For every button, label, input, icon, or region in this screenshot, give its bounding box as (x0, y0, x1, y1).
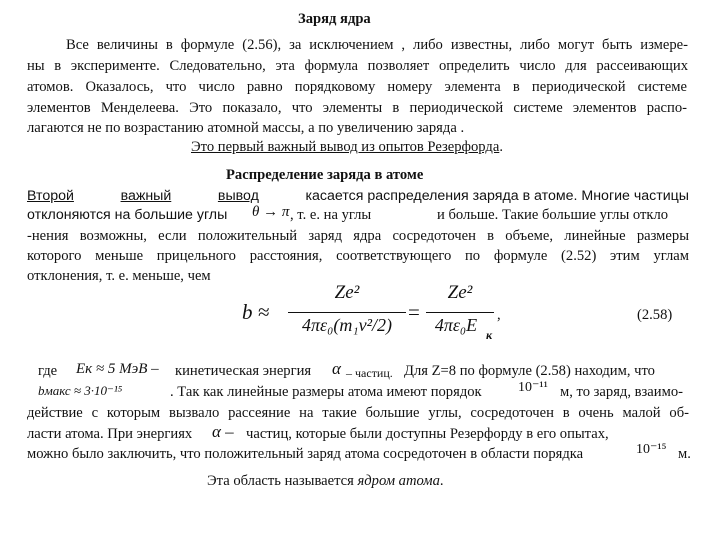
para3-line5-end: м. (678, 446, 691, 462)
para3-line3: действие с которым вызвало рассеяние на такие большие углы, сосредоточен в очень малой об- (27, 405, 689, 421)
page-title: Заряд ядра (298, 11, 371, 27)
para3-line2-end: м, то заряд, взаимо- (560, 384, 683, 400)
power-ten-minus-11: 10⁻¹¹ (518, 380, 548, 395)
para2-line2-b: , т. е. на углы (290, 207, 372, 223)
important-word: важный (120, 188, 172, 204)
para2-line4: которого меньше прицельного расстояния, соответствующего по формуле (2.52) этим углам (27, 248, 689, 264)
eq-fraction-bar-1 (288, 312, 406, 313)
para3-where: где (38, 363, 58, 379)
para1-line3: атомов. Оказалось, что число равно порядковому номеру элемента в периодической системе (27, 79, 687, 95)
para1-line4: элементов Менделеева. Это показало, что элементы в периодической системе элементов распо- (27, 100, 687, 116)
para1-line5: лагаются не по возрастанию атомной массы, а по увеличению заряда . (27, 120, 465, 136)
eq-numerator-2: Ze² (447, 282, 473, 303)
eq-equals: = (408, 300, 420, 324)
particles-label: – частиц. (346, 366, 393, 380)
alpha-symbol-1: α (332, 359, 341, 378)
section-heading: Распределение заряда в атоме (226, 167, 424, 183)
theta-to-pi-formula: θ → π (252, 204, 290, 220)
kinetic-energy-value (76, 359, 159, 379)
para2-line1 (27, 186, 689, 206)
para3-line1-end: Для Z=8 по формуле (2.58) находим, что (404, 363, 655, 379)
final-period: . (439, 473, 444, 489)
conclusion-line (191, 137, 503, 157)
para3-line4-a: ласти атома. При энергиях (27, 426, 193, 442)
eq-fraction-bar-2 (426, 312, 494, 313)
kinetic-energy-label: кинетическая энергия (175, 363, 312, 379)
conclusion-word: вывод (217, 188, 259, 204)
alpha-symbol-2: α – (212, 422, 234, 441)
formula-2-58 (236, 282, 496, 342)
eq-denominator-2: 4πε₀E (434, 315, 478, 335)
para2-line1-rest: касается распределения заряда в атоме. Многие частицы (305, 188, 689, 204)
para2-line3: -нения возможны, если положительный заряд ядра сосредоточен в объеме, линейные размеры (27, 228, 689, 244)
para2-line2-c: и больше. Такие большие углы откло (437, 207, 669, 223)
equation-number: (2.58) (637, 307, 673, 323)
eq-denominator-2-subscript: к (486, 328, 493, 342)
power-ten-minus-15: 10⁻¹⁵ (636, 442, 667, 457)
final-text: Эта область называется (207, 473, 354, 489)
b-max-expression: bмакс ≈ 3·10⁻¹⁵ (38, 383, 123, 398)
final-sentence (207, 471, 444, 491)
first-conclusion: Это первый важный вывод из опытов Резерфорда (191, 139, 500, 155)
eq-denominator-1: 4πε₀(m₁v²/2) (302, 315, 392, 335)
para2-line5: отклонения, т. е. меньше, чем (27, 268, 211, 284)
eq-lhs: b ≈ (242, 300, 270, 324)
first-conclusion-period: . (499, 139, 503, 155)
para1-line1: Все величины в формуле (2.56), за исключением , либо известны, либо могут быть измере- (66, 37, 688, 53)
eq-comma: , (497, 307, 501, 323)
second-word: Второй (27, 188, 74, 204)
para3-line5: можно было заключить, что положительный заряд атома сосредоточен в области порядка (27, 446, 584, 462)
eq-numerator-1: Ze² (334, 282, 360, 303)
para3-line4-b: частиц, которые были доступны Резерфорду в его опытах, (246, 426, 609, 442)
energy-expression: Eк ≈ 5 МэВ – (76, 361, 159, 377)
para2-line2-a: отклоняются на большие углы (27, 207, 228, 223)
para1-line2: ны в эксперименте. Следовательно, эта формула позволяет определить число для рассеивающих (27, 58, 688, 74)
nucleus-term: ядром атома (357, 473, 440, 489)
para3-line2-mid: . Так как линейные размеры атома имеют порядок (170, 384, 482, 400)
